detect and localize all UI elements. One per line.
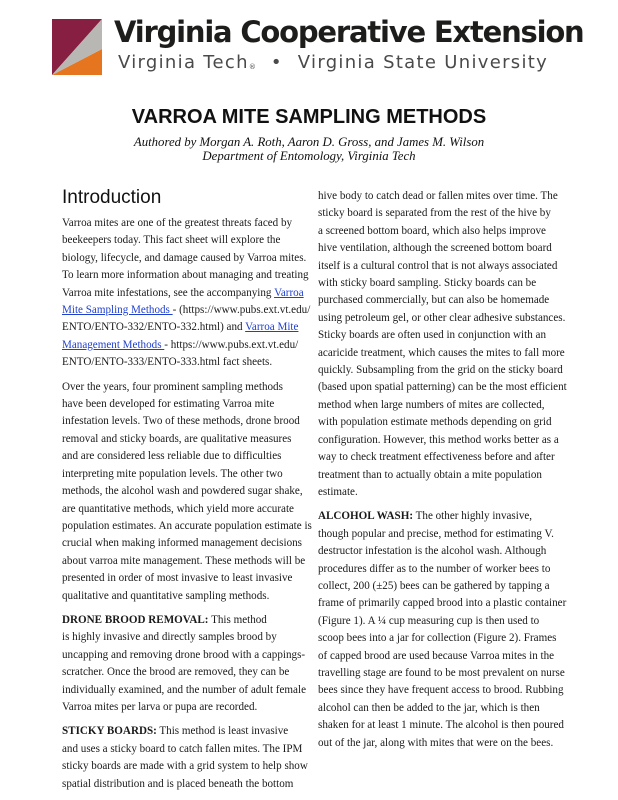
text-segment: - (https://www.pubs.ext.vt.edu/ <box>172 304 311 317</box>
text-line: and are considered less reliable due to difficulties <box>62 450 282 463</box>
text-line: scratcher. Once the brood are removed, they can be <box>62 666 290 679</box>
text-line: infestation levels. Two of these methods, drone brood <box>62 415 300 428</box>
text-line: To learn more information about managing and treating <box>62 269 309 282</box>
text-line: alcohol can then be added to the jar, which is then <box>318 701 540 714</box>
text-line: collect, 200 (±25) bees can be gathered by tapping a <box>318 579 550 592</box>
text-line: a screened bottom board, which also helps improve <box>318 224 546 237</box>
text-line: sticky board is separated from the rest of the hive by <box>318 207 551 220</box>
text-line: about varroa mite management. These methods will be <box>62 554 306 567</box>
link-varroa-mite-sampling-methods[interactable]: Varroa <box>274 286 304 299</box>
text-segment: This method is least invasive <box>156 725 289 738</box>
text-line: crucial when making informed management decisions <box>62 537 302 550</box>
text-line: beekeepers today. This fact sheet will explore the <box>62 234 281 247</box>
alcohol-wash-paragraph <box>318 508 567 752</box>
text-line: is highly invasive and directly samples brood by <box>62 631 277 644</box>
text-line: bees since they have frequent access to brood. Rubbing <box>318 684 564 697</box>
link-varroa-mite-sampling-methods-cont[interactable]: Mite Sampling Methods <box>62 304 173 317</box>
text-line: Varroa mites per larva or pupa are recorded. <box>62 700 258 713</box>
text-line: purchased commercially, but can also be homemade <box>318 294 550 307</box>
text-line: method when large numbers of mites are collected, <box>318 398 545 411</box>
text-line <box>62 337 312 354</box>
trademark-mark: ® <box>248 63 256 71</box>
text-line: Varroa mites are one of the greatest threats faced by <box>62 217 293 229</box>
text-line: interpreting mite population levels. The other two <box>62 467 283 480</box>
intro-paragraph-1 <box>62 215 312 372</box>
text-line <box>62 285 312 302</box>
text-line: acaricide treatment, which causes the mites to fall more <box>318 346 565 359</box>
link-varroa-mite-management-methods[interactable]: Varroa Mite <box>245 321 299 334</box>
text-line: scoop bees into a jar for collection (Figure 2). Frames <box>318 632 557 645</box>
text-line: methods, the alcohol wash and powdered sugar shake, <box>62 485 303 498</box>
text-line: (based upon spatial patterning) can be the most efficient <box>318 381 567 394</box>
text-line: procedures differ as to the number of worker bees to <box>318 562 551 575</box>
org-sub-separator: • <box>270 52 283 73</box>
text-line <box>62 319 312 336</box>
text-line: using petroleum gel, or other clear adhesive substances. <box>318 311 566 324</box>
text-line: itself is a cultural control that is not always associated <box>318 259 558 272</box>
text-segment: Varroa mite infestations, see the accompanying <box>62 286 275 299</box>
text-line <box>318 508 564 525</box>
text-line: individually examined, and the number of adult female <box>62 683 306 696</box>
text-line: shaken for at least 1 minute. The alcohol is then poured <box>318 719 564 732</box>
text-line <box>62 302 312 319</box>
text-line: configuration. However, this method works better as a <box>318 433 559 446</box>
text-line: removal and sticky boards, are qualitative measures <box>62 432 292 445</box>
authors: Authored by Morgan A. Roth, Aaron D. Gross, and James M. Wilson <box>133 135 485 149</box>
org-subtitle <box>118 52 548 73</box>
text-segment: ENTO/ENTO-332/ENTO-332.html) and <box>62 321 246 334</box>
text-line: quickly. Subsampling from the grid on the sticky board <box>318 364 563 377</box>
byline <box>0 135 618 163</box>
text-line: way to check treatment effectiveness before and after <box>318 451 555 464</box>
text-line: estimate. <box>318 485 358 498</box>
text-line: with sticky board sampling. Sticky boards can be <box>318 277 537 290</box>
text-line: travelling stage are found to be most prevalent on nurse <box>318 666 565 679</box>
text-line: Over the years, four prominent sampling methods <box>62 380 283 393</box>
text-line: biology, lifecycle, and damage caused by Varroa mites. <box>62 251 307 264</box>
sticky-boards-paragraph-continued <box>318 188 567 501</box>
text-line: (Figure 1). A ¼ cup measuring cup is then used to <box>318 614 540 627</box>
department: Department of Entomology, Virginia Tech <box>202 149 416 163</box>
text-line <box>62 612 312 629</box>
text-segment: - https://www.pubs.ext.vt.edu/ <box>164 338 299 351</box>
right-column <box>318 188 567 759</box>
text-line: with population estimate methods depending on grid <box>318 416 552 429</box>
text-line: qualitative and quantitative sampling methods. <box>62 589 270 602</box>
left-column <box>62 186 312 800</box>
text-line: though popular and precise, method for estimating V. <box>318 527 554 540</box>
text-line: out of the jar, along with mites that were on the bees. <box>318 736 554 749</box>
text-line: ENTO/ENTO-333/ENTO-333.html fact sheets. <box>62 356 273 369</box>
run-in-heading-sticky-boards: STICKY BOARDS: <box>62 725 157 738</box>
text-line: are quantitative methods, which yield more accurate <box>62 502 294 515</box>
text-line: presented in order of most invasive to least invasive <box>62 572 293 585</box>
link-varroa-mite-management-methods-cont[interactable]: Management Methods <box>62 338 165 351</box>
run-in-heading-alcohol-wash: ALCOHOL WASH: <box>318 510 414 523</box>
vce-logo-icon <box>52 19 102 75</box>
text-segment: The other highly invasive, <box>413 510 533 523</box>
document-title: VARROA MITE SAMPLING METHODS <box>131 106 487 128</box>
sticky-boards-paragraph <box>62 723 312 793</box>
text-line: and uses a sticky board to catch fallen mites. The IPM <box>62 742 303 755</box>
text-line: hive ventilation, although the screened bottom board <box>318 242 552 255</box>
text-line: frame of primarily capped brood into a plastic container <box>318 597 567 610</box>
text-line: hive body to catch dead or fallen mites over time. The <box>318 190 558 202</box>
text-line: population estimates. An accurate population estimate is <box>62 519 312 532</box>
drone-brood-paragraph <box>62 612 312 716</box>
text-line: sticky boards are made with a grid system to help show <box>62 760 308 773</box>
org-title: Virginia Cooperative Extension <box>114 15 584 49</box>
run-in-heading-drone-brood-removal: DRONE BROOD REMOVAL: <box>62 613 209 626</box>
text-line: Sticky boards are often used in conjunction with an <box>318 329 546 342</box>
text-line: treatment than to actually obtain a mite population <box>318 468 542 481</box>
org-sub-left: Virginia Tech <box>118 52 249 73</box>
text-line: have been developed for estimating Varroa mite <box>62 398 275 411</box>
intro-paragraph-2 <box>62 379 312 605</box>
text-line <box>62 723 312 740</box>
section-heading-introduction: Introduction <box>62 187 162 208</box>
text-line: of capped brood are used because Varroa mites in the <box>318 649 555 662</box>
org-sub-right: Virginia State University <box>297 52 549 73</box>
text-line: uncapping and removing drone brood with a cappings- <box>62 648 306 661</box>
text-segment: This method <box>208 613 267 626</box>
text-line: spatial distribution and is placed beneath the bottom <box>62 777 294 790</box>
text-line: destructor infestation is the alcohol wash. Although <box>318 545 547 558</box>
